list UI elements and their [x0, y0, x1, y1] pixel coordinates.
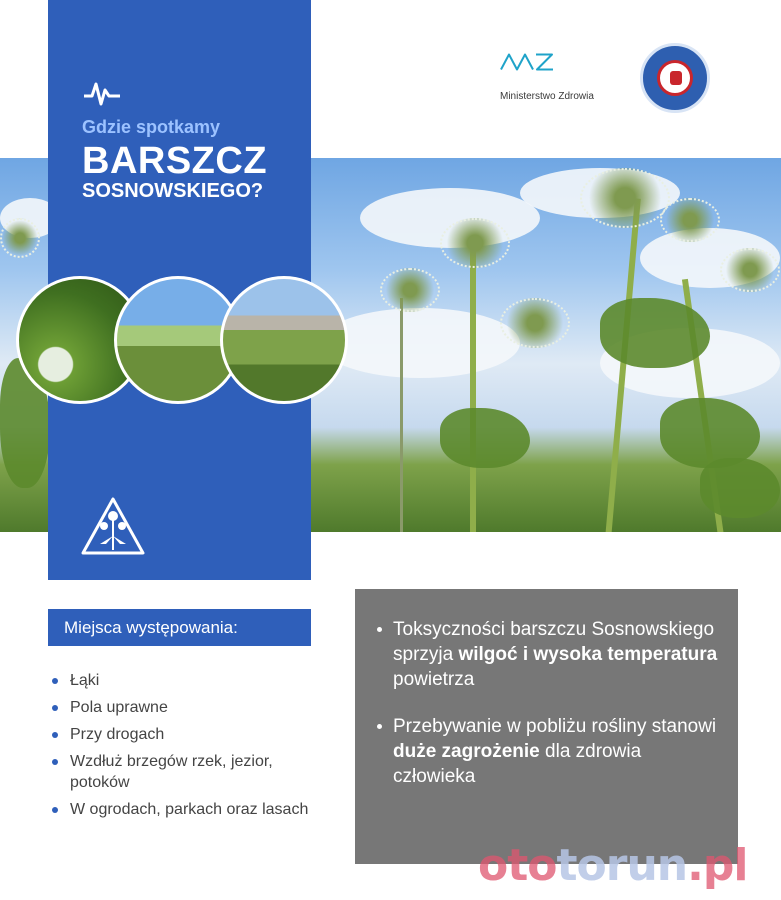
- plant-warning-icon: [80, 496, 146, 556]
- info-box: [355, 589, 738, 864]
- watermark-logo: ototorun.pl: [478, 840, 748, 891]
- ministry-logo-icon: [500, 48, 610, 88]
- subtitle: Gdzie spotkamy: [82, 117, 221, 137]
- info-item-danger: Przebywanie w pobliżu rośliny stanowi duże zagrożenie dla zdrowia człowieka: [377, 714, 718, 789]
- list-item: W ogrodach, parkach oraz lasach: [52, 799, 322, 820]
- list-item: Przy drogach: [52, 724, 322, 745]
- places-header: Miejsca występowania:: [48, 609, 311, 646]
- ministry-name: Ministerstwo Zdrowia: [500, 91, 594, 102]
- places-list: [52, 670, 322, 826]
- sanitary-inspection-seal-icon: [640, 43, 710, 113]
- photo-circle-field: [220, 276, 348, 404]
- list-item: Pola uprawne: [52, 697, 322, 718]
- page-title-line2: SOSNOWSKIEGO?: [82, 180, 264, 202]
- list-item: Łąki: [52, 670, 322, 691]
- page-title: BARSZCZ: [82, 140, 268, 182]
- pulse-icon: [84, 80, 120, 106]
- list-item: Wzdłuż brzegów rzek, jezior, potoków: [52, 751, 322, 793]
- info-item-toxicity: Toksyczności barszczu Sosnowskiego sprzyja wilgoć i wysoka temperatura powietrza: [377, 617, 718, 692]
